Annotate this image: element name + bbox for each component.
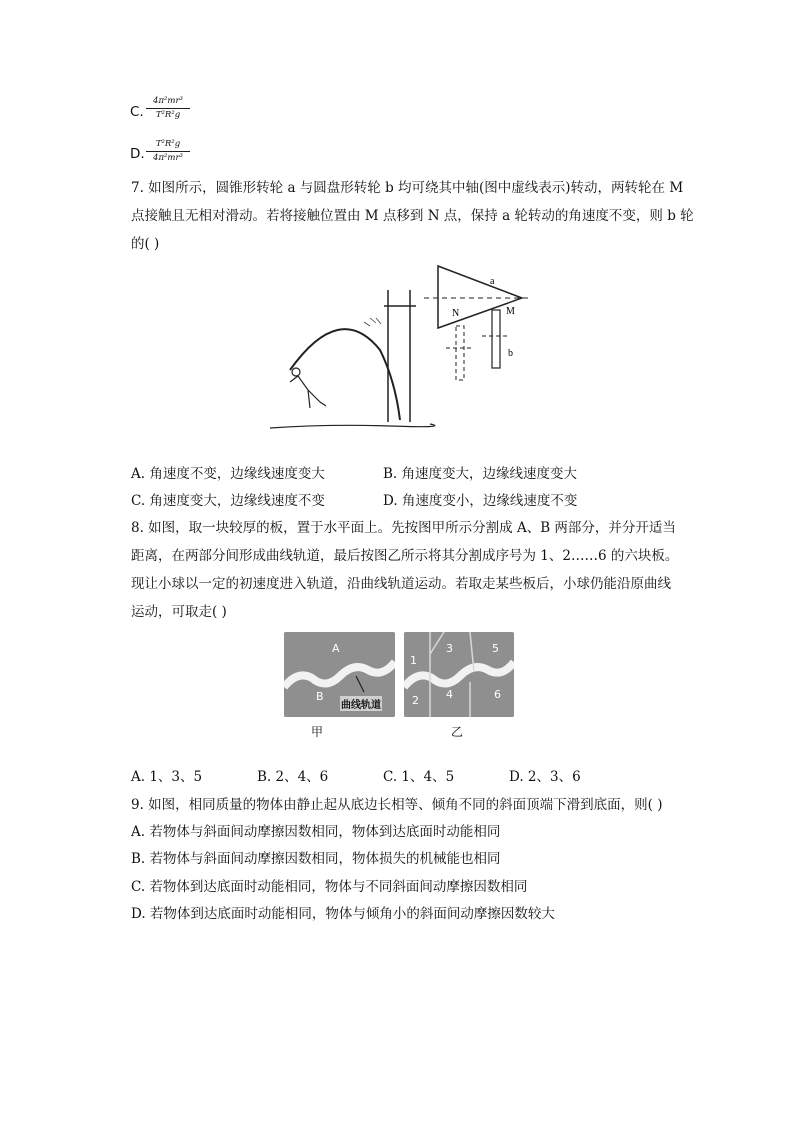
label-b: b — [508, 348, 513, 359]
jia-label-b: B — [316, 690, 324, 703]
cone-wheel-a — [438, 266, 522, 328]
option-d-numerator: T²R²g — [146, 139, 190, 152]
q7-figure — [260, 260, 540, 440]
q7-option-c: C. 角速度变大，边缘线速度不变 — [131, 493, 325, 509]
label-n: N — [452, 308, 460, 319]
q9-option-a: A. 若物体与斜面间动摩擦因数相同，物体到达底面时动能相同 — [131, 824, 501, 840]
q9-option-b: B. 若物体与斜面间动摩擦因数相同，物体损失的机械能也相同 — [131, 851, 501, 867]
option-c-fraction — [146, 96, 190, 121]
q7-option-a: A. 角速度不变，边缘线速度变大 — [131, 466, 325, 482]
q7-option-d: D. 角速度变小，边缘线速度不变 — [383, 493, 578, 509]
option-c-denominator: T²R²g — [155, 110, 181, 120]
disk-wheel-b-at-m — [492, 310, 500, 368]
q7-stem-line1: 7. 如图所示，圆锥形转轮 a 与圆盘形转轮 b 均可绕其中轴(图中虚线表示)转动，两转轮在 M — [131, 180, 684, 196]
label-a: a — [490, 276, 495, 287]
q9-option-c: C. 若物体到达底面时动能相同，物体与不同斜面间动摩擦因数相同 — [131, 879, 528, 895]
q7-option-b: B. 角速度变大，边缘线速度变大 — [383, 466, 578, 482]
q8-stem-line3: 现让小球以一定的初速度进入轨道，沿曲线轨道运动。若取走某些板后，小球仍能沿原曲线 — [131, 576, 671, 592]
q9-option-d: D. 若物体到达底面时动能相同，物体与倾角小的斜面间动摩擦因数较大 — [131, 906, 555, 922]
yi-label-1: 1 — [410, 654, 417, 667]
option-c-numerator: 4π²mr³ — [146, 96, 190, 109]
label-m: M — [506, 306, 515, 317]
q9-stem-line1: 9. 如图，相同质量的物体由静止起从底边长相等、倾角不同的斜面顶端下滑到底面，则( ) — [131, 797, 663, 813]
yi-label-6: 6 — [494, 688, 501, 701]
caption-yi: 乙 — [451, 725, 464, 739]
yi-label-5: 5 — [492, 642, 499, 655]
q8-option-c: C. 1、4、5 — [383, 769, 455, 785]
q7-stem-line3: 的( ) — [131, 236, 160, 252]
figure-yi — [404, 632, 514, 717]
q8-option-b: B. 2、4、6 — [257, 769, 329, 785]
option-d-denominator: 4π²mr³ — [153, 153, 183, 163]
q8-option-d: D. 2、3、6 — [509, 769, 581, 785]
yi-label-4: 4 — [446, 688, 453, 701]
motion-lines — [364, 318, 381, 326]
option-c-label: C. — [130, 104, 144, 120]
option-d-fraction — [146, 139, 190, 164]
vaulter — [290, 368, 326, 408]
q7-stem-line2: 点接触且无相对滑动。若将接触位置由 M 点移到 N 点，保持 a 轮转动的角速度不变，则 b 轮 — [131, 208, 694, 224]
q8-stem-line1: 8. 如图，取一块较厚的板，置于水平面上。先按图甲所示分割成 A、B 两部分，并分开适当 — [131, 520, 676, 536]
ground-line — [270, 424, 435, 428]
figure-jia — [284, 632, 395, 717]
vault-pole — [290, 329, 400, 420]
q8-stem-line2: 距离，在两部分间形成曲线轨道，最后按图乙所示将其分割成序号为 1、2……6 的六块板。 — [131, 548, 679, 564]
disk-wheel-b-at-n — [456, 326, 464, 380]
q8-stem-line4: 运动，可取走( ) — [131, 604, 227, 620]
jia-track-label: 曲线轨道 — [340, 696, 382, 711]
jia-label-a: A — [332, 642, 340, 655]
yi-label-3: 3 — [446, 642, 453, 655]
yi-label-2: 2 — [412, 694, 419, 707]
q8-option-a: A. 1、3、5 — [131, 769, 203, 785]
option-d-label: D. — [130, 146, 145, 162]
caption-jia: 甲 — [311, 725, 324, 739]
